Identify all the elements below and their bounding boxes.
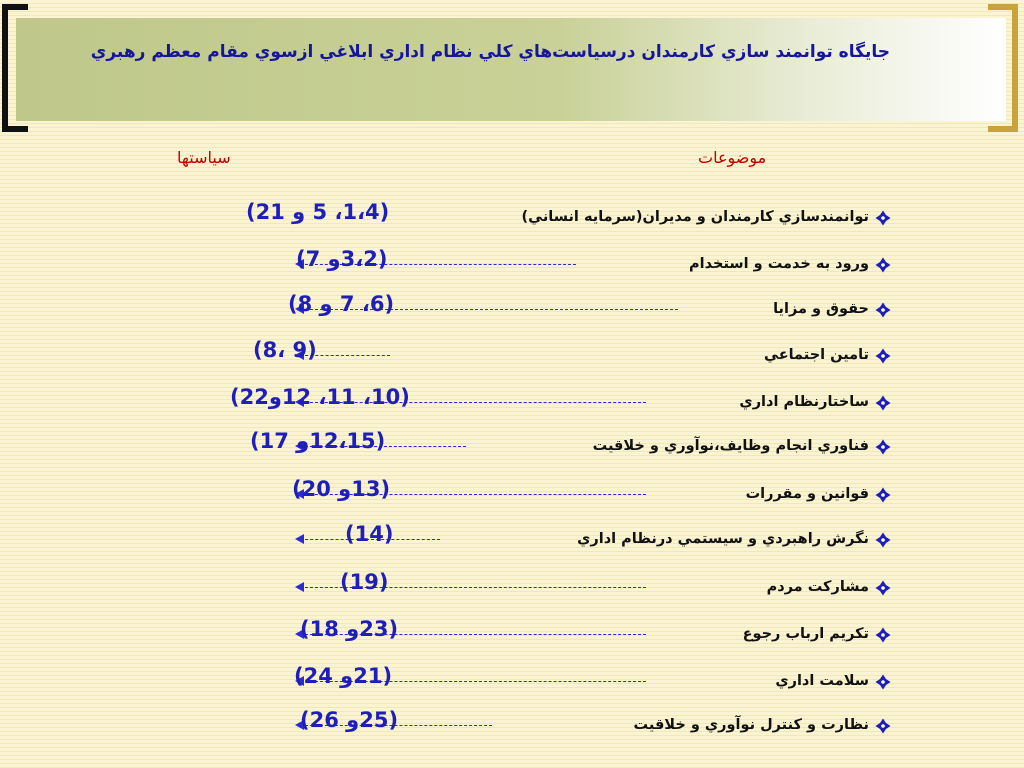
list-item [0, 477, 1024, 510]
arrow-left-icon [295, 582, 304, 592]
policy-refs: (14) [345, 522, 394, 546]
diamond-bullet-icon [875, 439, 891, 455]
topic-label: مشاركت مردم [766, 579, 869, 595]
policy-refs: (1،4، 5 و 21) [246, 200, 390, 224]
diamond-bullet-icon [875, 674, 891, 690]
list-item [0, 708, 1024, 741]
topic-label: ساختارنظام اداري [739, 394, 869, 410]
list-item [0, 429, 1024, 462]
list-item [0, 617, 1024, 650]
diamond-bullet-icon [875, 718, 891, 734]
list-item [0, 385, 1024, 418]
diamond-bullet-icon [875, 348, 891, 364]
policies-column-header: سياستها [177, 148, 231, 167]
policy-refs: (19) [340, 570, 389, 594]
topic-label: قوانين و مقررات [745, 486, 869, 502]
topics-column-header: موضوعات [698, 148, 767, 167]
diamond-bullet-icon [875, 627, 891, 643]
policy-refs: (6، 7 و 8) [288, 292, 395, 316]
list-item [0, 338, 1024, 371]
diamond-bullet-icon [875, 302, 891, 318]
topic-label: تامين اجتماعي [764, 347, 869, 363]
list-item [0, 292, 1024, 325]
title-band [16, 18, 1006, 121]
policy-refs: (21و 24) [294, 664, 393, 688]
policy-refs: (8، 9) [253, 338, 317, 362]
diamond-bullet-icon [875, 532, 891, 548]
arrow-left-icon [295, 534, 304, 544]
list-item [0, 247, 1024, 280]
policy-refs: (12،15و 17) [250, 429, 386, 453]
topic-label: حقوق و مزايا [773, 301, 869, 317]
diamond-bullet-icon [875, 580, 891, 596]
policy-refs: (13و 20) [292, 477, 391, 501]
topic-label: نگرش راهبردي و سيستمي درنظام اداري [577, 531, 869, 547]
left-bracket-decoration [2, 4, 28, 132]
list-item [0, 522, 1024, 555]
policy-refs: (25و 26) [300, 708, 399, 732]
right-bracket-decoration [988, 4, 1018, 132]
diamond-bullet-icon [875, 487, 891, 503]
topic-label: فناوري انجام وظايف،نوآوري و خلاقيت [592, 438, 869, 454]
topic-label: توانمندسازي كارمندان و مديران(سرمايه انساني) [521, 209, 869, 225]
list-item [0, 570, 1024, 603]
topic-label: تكريم ارباب رجوع [742, 626, 869, 642]
policy-refs: (3،2و 7) [296, 247, 388, 271]
slide-title: جايگاه توانمند سازي كارمندان درسياست‌هاي كلي نظام اداري ابلاغي ازسوي مقام معظم رهبري [90, 42, 890, 62]
diamond-bullet-icon [875, 395, 891, 411]
policy-refs: (10، 11، 12و22) [230, 385, 410, 409]
list-item [0, 664, 1024, 697]
policy-refs: (23و 18) [300, 617, 399, 641]
topic-label: ورود به خدمت و استخدام [689, 256, 869, 272]
topic-label: سلامت اداري [775, 673, 869, 689]
topic-label: نظارت و كنترل نوآوري و خلاقيت [633, 717, 869, 733]
list-item [0, 200, 1024, 233]
diamond-bullet-icon [875, 257, 891, 273]
diamond-bullet-icon [875, 210, 891, 226]
